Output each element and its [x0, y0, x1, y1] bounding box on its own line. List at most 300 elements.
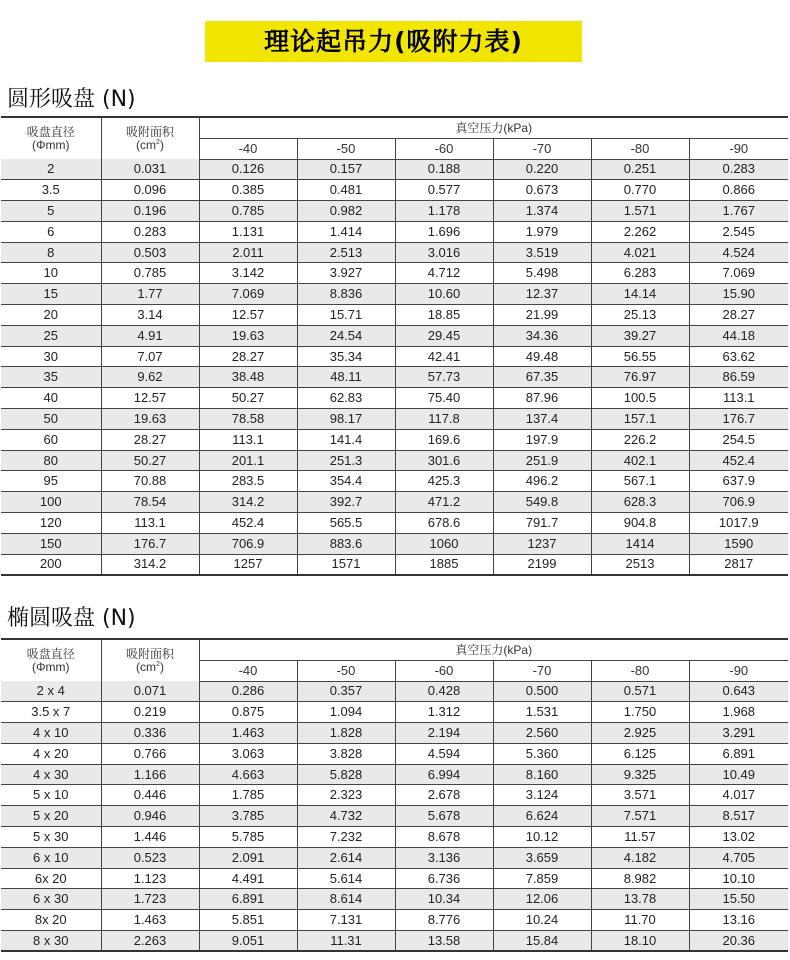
cell-force: 7.069: [199, 284, 297, 305]
cell-area: 50.27: [101, 450, 199, 471]
cell-diameter: 6: [1, 221, 101, 242]
cell-force: 791.7: [493, 513, 591, 534]
area-unit-close: ): [159, 659, 164, 674]
table-row: [1, 847, 788, 868]
cell-force: 10.12: [493, 827, 591, 848]
cell-force: 549.8: [493, 492, 591, 513]
pressure-col-header: -50: [297, 660, 395, 681]
cell-force: 4.021: [591, 242, 689, 263]
cell-area: 0.096: [101, 180, 199, 201]
cell-diameter: 4 x 30: [1, 764, 101, 785]
cell-diameter: 10: [1, 263, 101, 284]
cell-area: 9.62: [101, 367, 199, 388]
pressure-col-header: -90: [689, 660, 788, 681]
cell-force: 7.232: [297, 827, 395, 848]
vacuum-pressure-header: 真空压力(kPa): [199, 117, 788, 138]
cell-area: 0.446: [101, 785, 199, 806]
cell-diameter: 6 x 30: [1, 889, 101, 910]
cell-area: 0.196: [101, 201, 199, 222]
cell-force: 2.545: [689, 221, 788, 242]
cell-force: 4.594: [395, 743, 493, 764]
cell-area: 28.27: [101, 429, 199, 450]
cell-force: 15.71: [297, 305, 395, 326]
cell-force: 1.312: [395, 702, 493, 723]
cell-force: 6.736: [395, 868, 493, 889]
cell-force: 0.770: [591, 180, 689, 201]
cell-force: 5.678: [395, 806, 493, 827]
table-row: [1, 305, 788, 326]
cell-force: 57.73: [395, 367, 493, 388]
col-diameter-header: [1, 117, 101, 159]
table-row: [1, 889, 788, 910]
cell-force: 75.40: [395, 388, 493, 409]
table-row: [1, 681, 788, 702]
area-unit: [136, 660, 164, 674]
cell-force: 1257: [199, 554, 297, 575]
cell-diameter: 35: [1, 367, 101, 388]
cell-force: 6.125: [591, 743, 689, 764]
cell-force: 883.6: [297, 533, 395, 554]
cell-force: 1.131: [199, 221, 297, 242]
cell-force: 0.157: [297, 159, 395, 180]
cell-force: 18.10: [591, 931, 689, 952]
cell-force: 3.828: [297, 743, 395, 764]
cell-force: 1017.9: [689, 513, 788, 534]
col-area-header: [101, 117, 199, 159]
cell-force: 176.7: [689, 409, 788, 430]
cell-force: 0.385: [199, 180, 297, 201]
cell-force: 7.069: [689, 263, 788, 284]
pressure-col-header: -40: [199, 660, 297, 681]
cell-force: 76.97: [591, 367, 689, 388]
cell-force: 567.1: [591, 471, 689, 492]
cell-diameter: 20: [1, 305, 101, 326]
col-area-header: [101, 639, 199, 681]
table-row: [1, 723, 788, 744]
cell-force: 63.62: [689, 346, 788, 367]
cell-force: 19.63: [199, 325, 297, 346]
cell-force: 452.4: [199, 513, 297, 534]
cell-force: 7.571: [591, 806, 689, 827]
table-row: [1, 263, 788, 284]
cell-force: 1.767: [689, 201, 788, 222]
diameter-unit: (Φmm): [31, 659, 70, 674]
cell-force: 3.927: [297, 263, 395, 284]
cell-force: 0.982: [297, 201, 395, 222]
cell-force: 117.8: [395, 409, 493, 430]
cell-force: 13.02: [689, 827, 788, 848]
cell-force: 0.673: [493, 180, 591, 201]
cell-force: 1060: [395, 533, 493, 554]
cell-force: 10.24: [493, 910, 591, 931]
cell-force: 0.643: [689, 681, 788, 702]
cell-force: 471.2: [395, 492, 493, 513]
cell-force: 637.9: [689, 471, 788, 492]
cell-area: 70.88: [101, 471, 199, 492]
cell-diameter: 15: [1, 284, 101, 305]
cell-area: 19.63: [101, 409, 199, 430]
cell-force: 6.994: [395, 764, 493, 785]
cell-force: 354.4: [297, 471, 395, 492]
cell-area: 1.723: [101, 889, 199, 910]
cell-diameter: 5 x 10: [1, 785, 101, 806]
cell-diameter: 60: [1, 429, 101, 450]
cell-force: 706.9: [199, 533, 297, 554]
cell-force: 18.85: [395, 305, 493, 326]
cell-force: 0.481: [297, 180, 395, 201]
cell-diameter: 80: [1, 450, 101, 471]
table-row: [1, 325, 788, 346]
table-row: [1, 471, 788, 492]
table-row: [1, 159, 788, 180]
diameter-unit: (Φmm): [31, 137, 70, 152]
cell-area: 0.785: [101, 263, 199, 284]
cell-force: 6.891: [199, 889, 297, 910]
cell-force: 157.1: [591, 409, 689, 430]
cell-force: 0.188: [395, 159, 493, 180]
cell-force: 3.142: [199, 263, 297, 284]
cell-force: 3.659: [493, 847, 591, 868]
cell-force: 0.785: [199, 201, 297, 222]
cell-force: 197.9: [493, 429, 591, 450]
cell-diameter: 5 x 30: [1, 827, 101, 848]
cell-force: 0.220: [493, 159, 591, 180]
cell-force: 39.27: [591, 325, 689, 346]
table-row: [1, 346, 788, 367]
pressure-col-header: -90: [689, 138, 788, 159]
cell-area: 1.77: [101, 284, 199, 305]
cell-force: 0.500: [493, 681, 591, 702]
cell-force: 50.27: [199, 388, 297, 409]
cell-force: 13.16: [689, 910, 788, 931]
cell-diameter: 4 x 10: [1, 723, 101, 744]
cell-force: 9.051: [199, 931, 297, 952]
cell-area: 0.766: [101, 743, 199, 764]
cell-area: 0.336: [101, 723, 199, 744]
cell-force: 2.678: [395, 785, 493, 806]
area-unit-sup: 2: [156, 138, 160, 146]
cell-area: 0.031: [101, 159, 199, 180]
cell-force: 48.11: [297, 367, 395, 388]
cell-force: 9.325: [591, 764, 689, 785]
vacuum-pressure-header: 真空压力(kPa): [199, 639, 788, 660]
cell-force: 2.323: [297, 785, 395, 806]
table-row: [1, 201, 788, 222]
round-suction-table: [1, 116, 788, 576]
cell-force: 11.31: [297, 931, 395, 952]
cell-force: 6.891: [689, 743, 788, 764]
cell-diameter: 5: [1, 201, 101, 222]
table-row: [1, 702, 788, 723]
cell-force: 4.491: [199, 868, 297, 889]
cell-diameter: 120: [1, 513, 101, 534]
cell-force: 67.35: [493, 367, 591, 388]
col-diameter-header: [1, 639, 101, 681]
cell-force: 2.091: [199, 847, 297, 868]
cell-force: 15.90: [689, 284, 788, 305]
table-row: [1, 764, 788, 785]
cell-force: 7.131: [297, 910, 395, 931]
cell-force: 201.1: [199, 450, 297, 471]
cell-force: 3.124: [493, 785, 591, 806]
cell-force: 2.614: [297, 847, 395, 868]
table-row: [1, 409, 788, 430]
cell-force: 1.463: [199, 723, 297, 744]
cell-force: 0.428: [395, 681, 493, 702]
cell-force: 1.979: [493, 221, 591, 242]
cell-force: 678.6: [395, 513, 493, 534]
table-row: [1, 827, 788, 848]
cell-force: 0.577: [395, 180, 493, 201]
cell-force: 4.732: [297, 806, 395, 827]
page-banner-title: 理论起吊力(吸附力表): [205, 21, 582, 62]
table-row: [1, 242, 788, 263]
cell-force: 56.55: [591, 346, 689, 367]
cell-force: 8.517: [689, 806, 788, 827]
cell-force: 13.78: [591, 889, 689, 910]
cell-force: 4.705: [689, 847, 788, 868]
cell-force: 10.34: [395, 889, 493, 910]
cell-area: 1.123: [101, 868, 199, 889]
cell-force: 5.498: [493, 263, 591, 284]
pressure-col-header: -80: [591, 660, 689, 681]
cell-area: 7.07: [101, 346, 199, 367]
cell-diameter: 100: [1, 492, 101, 513]
cell-diameter: 8: [1, 242, 101, 263]
table-row: [1, 785, 788, 806]
cell-area: 3.14: [101, 305, 199, 326]
cell-force: 628.3: [591, 492, 689, 513]
cell-force: 24.54: [297, 325, 395, 346]
cell-force: 1.750: [591, 702, 689, 723]
cell-force: 1571: [297, 554, 395, 575]
diameter-label: 吸盘直径: [26, 124, 75, 139]
cell-area: 12.57: [101, 388, 199, 409]
cell-force: 4.712: [395, 263, 493, 284]
cell-area: 314.2: [101, 554, 199, 575]
table-row: [1, 743, 788, 764]
cell-force: 98.17: [297, 409, 395, 430]
cell-area: 0.503: [101, 242, 199, 263]
cell-diameter: 25: [1, 325, 101, 346]
cell-force: 0.866: [689, 180, 788, 201]
table-row: [1, 492, 788, 513]
cell-force: 3.291: [689, 723, 788, 744]
cell-force: 904.8: [591, 513, 689, 534]
oval-table-body: [1, 681, 788, 951]
cell-force: 2.560: [493, 723, 591, 744]
cell-force: 1590: [689, 533, 788, 554]
cell-force: 5.851: [199, 910, 297, 931]
cell-force: 8.982: [591, 868, 689, 889]
cell-force: 78.58: [199, 409, 297, 430]
cell-force: 29.45: [395, 325, 493, 346]
cell-force: 86.59: [689, 367, 788, 388]
area-unit: [136, 138, 164, 152]
cell-force: 113.1: [689, 388, 788, 409]
cell-force: 251.9: [493, 450, 591, 471]
table-row: [1, 450, 788, 471]
cell-force: 706.9: [689, 492, 788, 513]
cell-force: 42.41: [395, 346, 493, 367]
cell-diameter: 2 x 4: [1, 681, 101, 702]
cell-force: 5.785: [199, 827, 297, 848]
cell-area: 0.071: [101, 681, 199, 702]
cell-force: 25.13: [591, 305, 689, 326]
cell-force: 2.925: [591, 723, 689, 744]
cell-force: 12.57: [199, 305, 297, 326]
cell-force: 10.60: [395, 284, 493, 305]
cell-area: 0.219: [101, 702, 199, 723]
cell-force: 1.785: [199, 785, 297, 806]
cell-diameter: 3.5 x 7: [1, 702, 101, 723]
cell-force: 1.414: [297, 221, 395, 242]
cell-force: 301.6: [395, 450, 493, 471]
cell-force: 0.126: [199, 159, 297, 180]
cell-force: 28.27: [689, 305, 788, 326]
area-unit-base: (cm: [136, 659, 157, 674]
cell-force: 1414: [591, 533, 689, 554]
cell-force: 496.2: [493, 471, 591, 492]
table-row: [1, 513, 788, 534]
cell-force: 1.571: [591, 201, 689, 222]
cell-force: 226.2: [591, 429, 689, 450]
cell-force: 1237: [493, 533, 591, 554]
cell-force: 87.96: [493, 388, 591, 409]
pressure-col-header: -60: [395, 660, 493, 681]
cell-force: 565.5: [297, 513, 395, 534]
cell-force: 141.4: [297, 429, 395, 450]
cell-force: 283.5: [199, 471, 297, 492]
area-unit-close: ): [159, 137, 164, 152]
cell-force: 5.614: [297, 868, 395, 889]
cell-diameter: 3.5: [1, 180, 101, 201]
table-row: [1, 367, 788, 388]
cell-force: 314.2: [199, 492, 297, 513]
cell-force: 0.357: [297, 681, 395, 702]
cell-diameter: 5 x 20: [1, 806, 101, 827]
cell-force: 8.160: [493, 764, 591, 785]
cell-area: 1.166: [101, 764, 199, 785]
table-row: [1, 806, 788, 827]
cell-force: 20.36: [689, 931, 788, 952]
cell-force: 425.3: [395, 471, 493, 492]
table-row: [1, 388, 788, 409]
cell-force: 0.571: [591, 681, 689, 702]
cell-force: 4.017: [689, 785, 788, 806]
cell-force: 4.524: [689, 242, 788, 263]
cell-force: 2.262: [591, 221, 689, 242]
cell-force: 2817: [689, 554, 788, 575]
cell-force: 35.34: [297, 346, 395, 367]
cell-force: 11.70: [591, 910, 689, 931]
cell-diameter: 50: [1, 409, 101, 430]
cell-diameter: 4 x 20: [1, 743, 101, 764]
table-row: [1, 868, 788, 889]
cell-force: 3.136: [395, 847, 493, 868]
cell-diameter: 200: [1, 554, 101, 575]
cell-area: 176.7: [101, 533, 199, 554]
cell-force: 4.182: [591, 847, 689, 868]
cell-diameter: 8 x 30: [1, 931, 101, 952]
cell-force: 15.84: [493, 931, 591, 952]
cell-force: 5.828: [297, 764, 395, 785]
cell-area: 2.263: [101, 931, 199, 952]
table-row: [1, 180, 788, 201]
cell-force: 2.513: [297, 242, 395, 263]
cell-force: 15.50: [689, 889, 788, 910]
cell-area: 1.446: [101, 827, 199, 848]
cell-force: 1.094: [297, 702, 395, 723]
cell-diameter: 2: [1, 159, 101, 180]
pressure-col-header: -80: [591, 138, 689, 159]
cell-force: 8.836: [297, 284, 395, 305]
cell-area: 113.1: [101, 513, 199, 534]
cell-force: 1.968: [689, 702, 788, 723]
cell-force: 5.360: [493, 743, 591, 764]
cell-force: 13.58: [395, 931, 493, 952]
cell-force: 137.4: [493, 409, 591, 430]
cell-force: 254.5: [689, 429, 788, 450]
cell-force: 402.1: [591, 450, 689, 471]
oval-suction-table: [1, 638, 788, 952]
cell-force: 7.859: [493, 868, 591, 889]
pressure-col-header: -50: [297, 138, 395, 159]
cell-force: 6.624: [493, 806, 591, 827]
cell-force: 49.48: [493, 346, 591, 367]
cell-force: 1.374: [493, 201, 591, 222]
cell-force: 100.5: [591, 388, 689, 409]
table-row: [1, 429, 788, 450]
cell-force: 14.14: [591, 284, 689, 305]
cell-force: 1.531: [493, 702, 591, 723]
round-section-title: 圆形吸盘 (N): [7, 87, 136, 112]
cell-diameter: 6 x 10: [1, 847, 101, 868]
cell-diameter: 6x 20: [1, 868, 101, 889]
cell-force: 6.283: [591, 263, 689, 284]
cell-force: 21.99: [493, 305, 591, 326]
cell-force: 113.1: [199, 429, 297, 450]
cell-force: 12.37: [493, 284, 591, 305]
cell-area: 0.283: [101, 221, 199, 242]
cell-area: 0.523: [101, 847, 199, 868]
area-unit-base: (cm: [136, 137, 157, 152]
cell-diameter: 40: [1, 388, 101, 409]
cell-force: 2.194: [395, 723, 493, 744]
pressure-col-header: -70: [493, 138, 591, 159]
cell-diameter: 30: [1, 346, 101, 367]
cell-force: 12.06: [493, 889, 591, 910]
cell-force: 0.251: [591, 159, 689, 180]
cell-force: 28.27: [199, 346, 297, 367]
table-row: [1, 554, 788, 575]
cell-force: 1.696: [395, 221, 493, 242]
cell-diameter: 150: [1, 533, 101, 554]
pressure-col-header: -70: [493, 660, 591, 681]
cell-force: 3.785: [199, 806, 297, 827]
cell-force: 0.286: [199, 681, 297, 702]
cell-force: 1.178: [395, 201, 493, 222]
cell-force: 251.3: [297, 450, 395, 471]
cell-force: 3.519: [493, 242, 591, 263]
cell-diameter: 95: [1, 471, 101, 492]
cell-force: 38.48: [199, 367, 297, 388]
cell-force: 8.678: [395, 827, 493, 848]
table-row: [1, 910, 788, 931]
cell-force: 2513: [591, 554, 689, 575]
table-row: [1, 284, 788, 305]
cell-force: 3.016: [395, 242, 493, 263]
